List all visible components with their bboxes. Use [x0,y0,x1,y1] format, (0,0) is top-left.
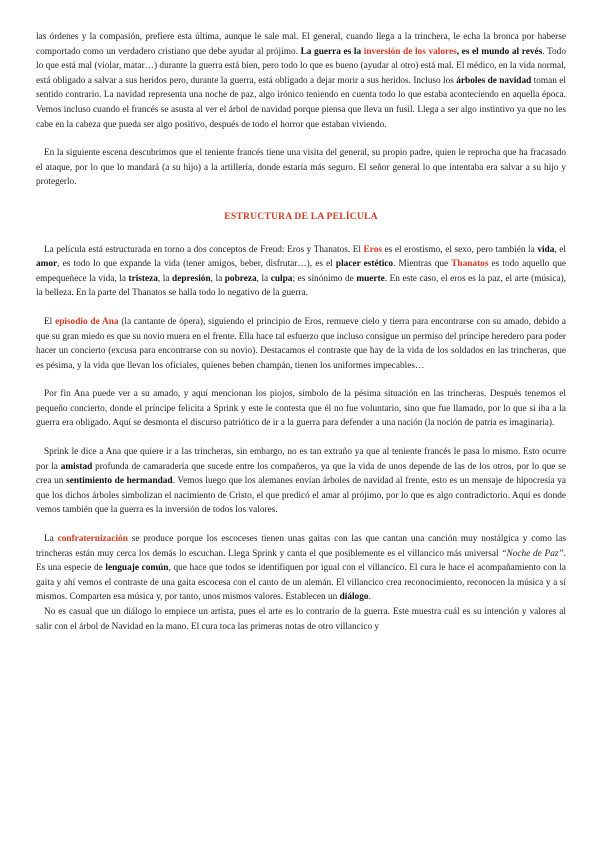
bold-text: diálogo [339,592,369,603]
text: se produce porque los escoceses tienen unas gaitas con las que cantan una canción muy nostálgica y como las trincheras están muy cerca los demás lo escuchan. Llega Sprink y canta el que posiblemente es el villancico más universal [36,534,567,559]
paragraph-dialogo-artista: No es casual que un diálogo lo empiece un artista, pues el arte es lo contrario de la guerra. Este muestra cuál es su intención y valores al salir con el árbol de Navidad en la mano. El cura toca las primeras notas de otro villancico y [36,607,566,632]
text: . Vemos luego que los alemanes envían árboles de navidad al frente, esto es un mensaje de hipocresía ya que los dichos árboles simbolizan el nacimiento de Cristo, el que predicó el amar al prójimo, por lo que es algo contradictorio. Aquí es donde vemos también que la guerra es la inversión de todos los valores. [36,476,566,516]
bold-text: vida [537,244,555,255]
bold-text: amor [36,259,58,270]
bold-text: sentimiento de hermandad [66,476,173,487]
bold-text: depresión [172,273,211,284]
bold-text: placer estético [335,259,394,270]
bold-arboles-navidad: árboles de navidad [456,75,532,86]
text: La película está estructurada en torno a dos conceptos de Freud: Eros y Thanatos. El [44,244,364,255]
paragraph-inversion-valores [36,30,566,132]
highlight-inversion-valores: inversión de los valores [363,46,457,57]
text: . [368,592,371,603]
text: ; es sinónimo de [292,273,357,284]
highlight-thanatos: Thanatos [451,259,489,270]
text: . En este caso, el eros es la paz, el arte (música), la belleza. En la parte del Thanatos se halla todo lo negativo de la guerra. [36,273,566,299]
text: profunda de camaradería que sucede entre los compañeros, ya que la vida de unos depende de las de los otros, por lo que se crea un [36,461,566,487]
bold-text: muerte [356,273,385,284]
text: . Es una especie de [36,548,566,574]
text: . Todo lo que está mal (violar, matar…) durante la guerra está bien, pero todo lo que es bueno (ayudar al otro) está mal. El médico, en la vida normal, está obligado a salvar a sus heridos pero, durante la guerra, está obligado a dejar morir a sus heridos. Incluso los [36,46,566,86]
bold-text: tristeza [128,273,158,284]
italic-title: “Noche de Paz” [501,548,564,559]
text: El [44,316,56,327]
text: , el [554,244,566,255]
paragraph-confraternizacion [36,532,566,605]
text: , es todo lo que expande la vida (tener amigos, beber, disfrutar…), es el [57,259,336,270]
bold-text: La guerra es la [300,46,364,57]
paragraph-amistad [36,445,566,518]
text: las órdenes y la compasión, prefiere esta última, aunque le sale mal. El general, cuando llega a la trinchera, le echa la bronca por haberse comportado como un verdadero cristiano que debe ayudar al prójimo. [36,32,566,57]
text: , la [256,273,271,284]
highlight-episodio-ana: episodio de Ana [55,316,119,327]
text: , la [210,273,225,284]
paragraph-eros-thanatos [36,243,566,301]
paragraph-general-visita: En la siguiente escena descubrimos que el teniente francés tiene una visita del general, su propio padre, quien le reprocha que ha fracasado el ataque, por lo que lo mandará (a su hijo) a la artillería, donde estaría más seguro. El señor general lo que intentaba era salvar a su hijo y protegerlo. [36,148,566,188]
section-heading: ESTRUCTURA DE LA PELÍCULA [224,210,378,222]
bold-text: culpa [270,273,293,284]
bold-text: , es el mundo al revés [456,46,543,57]
paragraph-piojos-concierto: Por fin Ana puede ver a su amado, y aquí mencionan los piojos, símbolo de la pésima situación en las trincheras. Después tenemos el pequeño concierto, donde el príncipe felicita a Sprink y este le contesta que él no fue voluntario, sino que fue llamado, por lo que si iba a la guerra era obligado. Aquí se desmonta el discurso patriótico de ir a la guerra para defender a una nación (la noción de patria es imaginaria). [36,389,566,429]
paragraph-episodio-ana [36,315,566,373]
highlight-eros: Eros [363,244,382,255]
text: Sprink le dice a Ana que quiere ir a las trincheras, sin embargo, no es tan extraño ya que al teniente francés le pasa lo mismo. Esto ocurre por la [36,447,566,472]
text: La [44,534,58,545]
highlight-confraternizacion: confraternización [57,534,128,545]
text: es el erostismo, el sexo, pero también la [381,244,538,255]
bold-text: pobreza [224,273,257,284]
text: es todo aquello que empequeñece la vida, la [36,259,566,284]
bold-text: amistad [60,461,93,472]
text: , que hace que todos se identifiquen por igual con el villancico. El cura le hace el acompañamiento con la gaita y ahí vemos el contraste de una gaita escocesa con el canto de un alemán. El villancico crea reconocimiento, reconocen la música y a sí mismos. Comparten esa música y, por tanto, unos mismos valores. Establecen un [36,563,567,603]
text: , la [157,273,173,284]
text: toman el sentido contrario. La navidad representa una noche de paz, algo irónico teniendo en cuenta todo lo que estaba aconteciendo en aquella época. Vemos incluso cuando el francés se asusta al ver el árbol de navidad porque piensa que lleva un fusil. Llega a ser algo instintivo ya que no les cabe en la cabeza que pueda ser algo positivo, después de todo el horror que estaban viviendo. [36,75,566,130]
text: (la cantante de ópera), siguiendo el principio de Eros, remueve cielo y tierra para encontrarse con su amado, debido a que su gran miedo es que su novio muera en el frente. Ella hace tal esfuerzo que incluso consigue un permiso del príncipe heredero para poder hacer un concierto (excusa para encontrarse con su novio). Destacamos el contraste que hay de la vida de los soldados en las trincheras, que es pésima, y la vida que llevan los oficiales, quienes beben champán, tienen los uniformes impecables… [36,316,567,371]
bold-text: lenguaje común [105,563,169,574]
text: . Mientras que [393,259,452,270]
